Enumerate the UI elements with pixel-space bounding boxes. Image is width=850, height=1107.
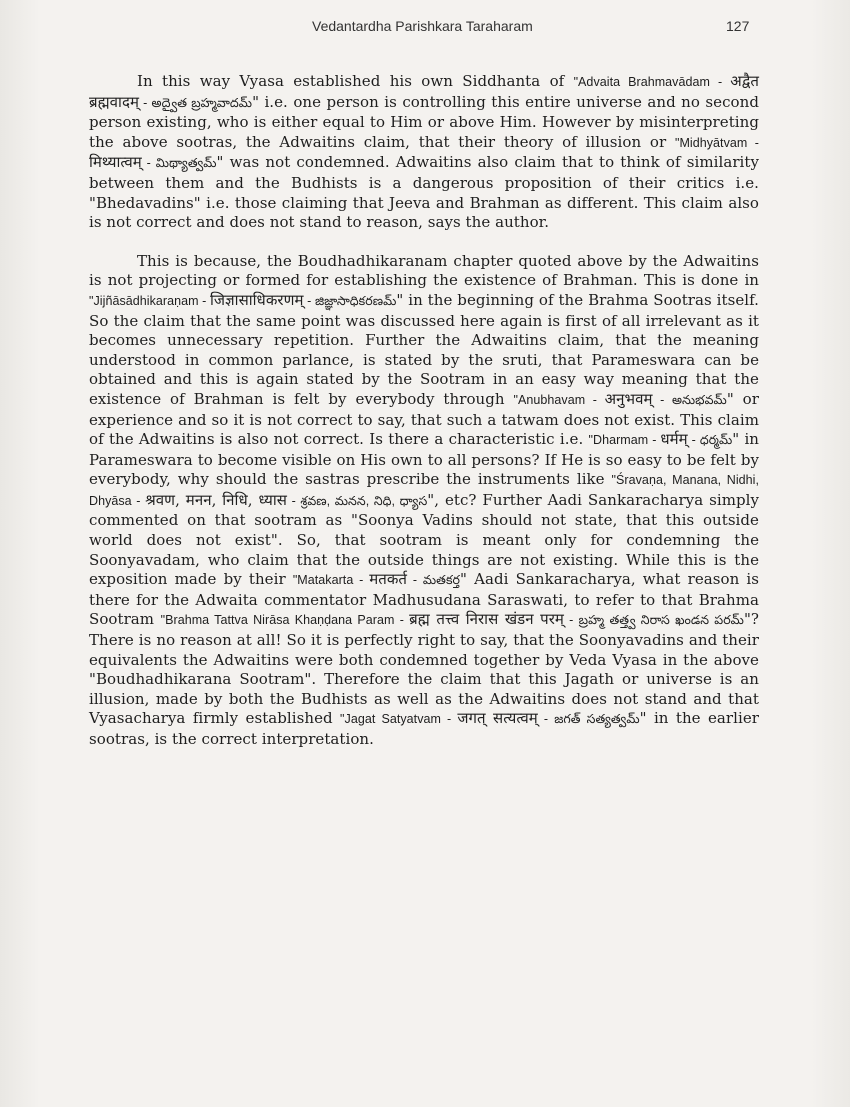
term-transliteration: "Dharmam - [588,433,661,448]
text-run: " in the earlier sootras, is the correct interpretation. [89,709,759,748]
term-transliteration: శ్రవణ, మనన, నిధి, ధ్యాస [300,493,428,508]
show-through-bleed [89,890,759,908]
text-run: In this way Vyasa established his own Siddhanta of [137,72,574,90]
page-number: 127 [726,18,750,34]
text-run: जगत् सत्यत्वम् [457,709,538,728]
text-run: अद्वैत ब्रह्मवादम् [89,72,759,111]
page-header [0,18,850,40]
term-transliteration: "Jagat Satyatvam - [340,712,458,727]
paragraph [89,252,759,750]
text-run: " in Parameswara to become visible on His own to all persons? If He is so easy to be felt by everybody, why should the sastras prescribe the instruments like [89,430,760,489]
term-transliteration: "Brahma Tattva Nirāsa Khaṇḍana Param - [160,613,410,628]
term-transliteration: మిథ్యాత్వమ్ [155,156,217,171]
text-run: धर्मम् [660,430,688,449]
term-transliteration: "Matakarta - [292,573,370,588]
text-run: " or experience and so it is not correct to say, that such a tatwam does not exist. This claim of the Adwaitins is also not correct. Is there a characteristic i.e. [89,389,759,449]
text-run: "? There is no reason at all! So it is perfectly right to say, that the Soonyavadins and their equivalents the Adwaitins were both condemned together by Veda Vyasa in the above "Boudhadhikarana Sootram". Therefore the claim that this Jagath or universe is an illusion, made by both the Budhists as well as the Adwaitins does not stand and that Vyasacharya firmly established [89,610,760,728]
term-transliteration: - [537,712,555,727]
text-run: ब्रह्म तत्त्व निरास खंडन परम् [409,610,564,629]
term-transliteration: "Advaita Brahmavādam - [573,75,731,89]
term-transliteration: - [286,493,301,508]
term-transliteration: - [687,433,700,448]
term-transliteration: "Anubhavam - [513,392,605,407]
term-transliteration: - [652,392,672,407]
term-transliteration: జిజ్ఞాసాధికరణమ్ [314,293,397,308]
term-transliteration: "Śravaṇa, Manana, Nidhi, Dhyāsa - [89,473,759,508]
text-run: अनुभवम् [604,389,653,408]
term-transliteration: మతకర్త [422,573,460,588]
text-run: श्रवण, मनन, निधि, ध्यास [145,490,287,509]
body-text [89,72,759,750]
term-transliteration: బ్రహ్మ తత్త్వ నిరాస ఖండన పరమ్ [578,613,744,628]
text-run: " Aadi Sankaracharya, what reason is there for the Adwaita commentator Madhusudana Saraswati, to refer to that Brahma Sootram [89,570,760,629]
term-transliteration: "Jijñāsādhikaraṇam - [89,293,210,308]
text-run: मतकर्त [369,570,408,589]
paragraph [89,72,759,233]
text-run: " i.e. one person is controlling this entire universe and no second person existing, who is either equal to Him or above Him. However by misinterpreting the above sootras, the Adwaitins claim, that their theory of illusion or [89,92,759,151]
term-transliteration: ధర్మమ్ [699,433,733,448]
term-transliteration: జగత్ సత్యత్వమ్ [554,712,640,727]
term-transliteration: - [141,156,156,171]
text-run: जिज्ञासाधिकरणम् [209,290,304,309]
term-transliteration: - [563,613,579,628]
term-transliteration: - [139,95,152,110]
term-transliteration: - [407,573,423,588]
term-transliteration: అనుభవమ్ [671,392,727,407]
term-transliteration: "Midhyātvam - [674,135,759,150]
running-title: Vedantardha Parishkara Taraharam [312,18,533,34]
term-transliteration: - [303,293,315,308]
term-transliteration: అద్వైత బ్రహ్మవాదమ్ [151,95,253,110]
text-run: " in the beginning of the Brahma Sootras itself. So the claim that the same point was discussed here again is first of all irrelevant as it becomes unnecessary repetition. Further the Adwaitins claim, that the meaning understood in common parlance, is stated by the sruti, that Parameswara can be obtained and this is again stated by the Sootram in an easy way meaning that the existence of Brahman is felt by everybody through [89,290,759,408]
text-run: This is because, the Boudhadhikaranam chapter quoted above by the Adwaitins is not projecting or formed for establishing the existence of Brahman. This is done in [89,251,759,290]
text-run: ", etc? Further Aadi Sankaracharya simply commented on that sootram as "Soonya Vadins should not state, that this outside world does not exist". So, that sootram is meant only for condemning the Soonyavadam, who claim that the outside things are not existing. While this is the exposition made by their [89,490,759,589]
text-run: मिथ्यात्वम् [89,153,142,172]
text-run: " was not condemned. Adwaitins also claim that to think of similarity between them and the Budhists is a dangerous proposition of their critics i.e. "Bhedavadins" i.e. those claiming that Jeeva and Brahman as different. This claim also is not correct and does not stand to reason, says the author. [89,153,759,232]
